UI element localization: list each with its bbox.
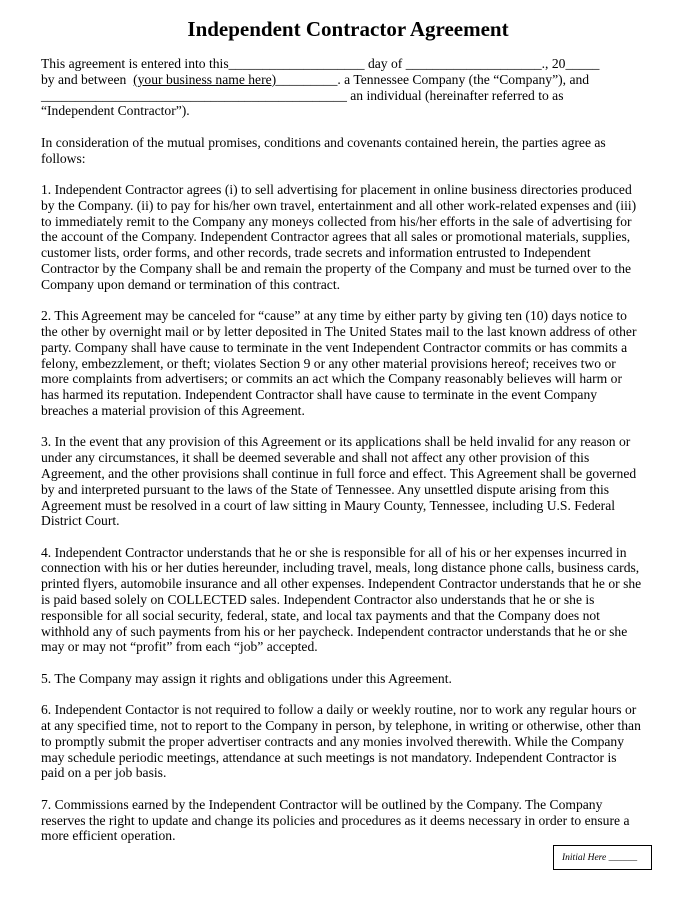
intro-text: by and between <box>41 71 134 87</box>
initial-here-label: Initial Here ______ <box>562 852 638 863</box>
intro-line-2 <box>41 72 642 88</box>
intro-line-3 <box>41 88 642 104</box>
business-name-field: (your business name here) <box>133 71 277 87</box>
intro-text: day of <box>364 56 406 71</box>
consideration-paragraph: In consideration of the mutual promises, conditions and covenants contained herein, the parties agree as follows: <box>41 134 606 166</box>
document-title: Independent Contractor Agreement <box>187 17 509 41</box>
month-blank: ____________________ <box>405 56 542 71</box>
clause-2: 2. This Agreement may be canceled for “cause” at any time by either party by giving ten (10) days notice to the other by overnight mail or by letter deposited in The United States mail to the last known address of other party. Company shall have cause to terminate in the vent Independent Contractor commits or has commits a felony, embezzlement, or theft; violates Section 9 or any other material provisions hereof; receives two or more complaints from advertisers; or commits an act which the Company reasonably believes will harm or has harmed its reputation. Independent Contractor shall have cause to terminate in the event Company breaches a material provision of this Agreement. <box>41 308 637 418</box>
intro-line-1 <box>41 56 642 72</box>
day-blank: ____________________ <box>228 56 365 71</box>
clause-7: 7. Commissions earned by the Independent Contractor will be outlined by the Company. The Company reserves the right to update and change its policies and procedures as it deems necessary in order to ensure a more efficient operation. <box>41 796 630 844</box>
clause-1: 1. Independent Contractor agrees (i) to sell advertising for placement in online business directories produced by the Company. (ii) to pay for his/her own travel, entertainment and all other work-related expenses and (iii) to immediately remit to the Company any moneys collected from his/her efforts in the sale of advertising for the account of the Company. Independent Contractor agrees that all sales or promotional materials, supplies, customer lists, order forms, and other records, trade secrets and information entrusted to Independent Contractor by the Company shall be and remain the property of the Company and must be turned over to the Company upon demand or termination of this contract. <box>41 181 637 292</box>
intro-text: ., 20 <box>541 56 566 71</box>
clause-4: 4. Independent Contractor understands that he or she is responsible for all of his or her expenses incurred in connection with his or her duties hereunder, including travel, meals, long distance phone calls, business cards, printed flyers, automobile insurance and all other expenses. Independent Contractor understands that he or she is paid based solely on COLLECTED sales. Independent Contractor also understands that he or she is responsible for all social security, federal, state, and local tax payments and that the Company does not withhold any of such payments from his or her paycheck. Independent contractor understands that he or she may or may not “profit” from each “job” accepted. <box>41 544 642 655</box>
intro-text: This agreement is entered into this <box>41 56 229 71</box>
contractor-name-blank: _____________________________________________ <box>41 87 347 103</box>
intro-block <box>41 56 642 119</box>
clause-5: 5. The Company may assign it rights and obligations under this Agreement. <box>41 670 452 686</box>
year-blank: _____ <box>565 56 600 71</box>
business-name-blank: _________ <box>276 71 338 87</box>
document-body <box>41 56 642 860</box>
intro-text: an individual (hereinafter referred to as <box>346 87 564 103</box>
intro-text: . a Tennessee Company (the “Company”), and <box>337 71 590 87</box>
clause-3: 3. In the event that any provision of this Agreement or its applications shall be held invalid for any reason or under any circumstances, it shall be deemed severable and shall not affect any other provision of this Agreement, and the other provisions shall continue in full force and effect. This Agreement shall be governed by and interpreted pursuant to the laws of the State of Tennessee. Any unsettled dispute arising from this Agreement must be resolved in a court of law sitting in Maury County, Tennessee, including U.S. Federal District Court. <box>41 434 637 529</box>
clause-6: 6. Independent Contactor is not required to follow a daily or weekly routine, nor to work any regular hours or at any specified time, not to report to the Company in person, by telephone, in writing or otherwise, other than to promptly submit the proper advertiser contracts and any monies involved therewith. While the Company may schedule periodic meetings, attendance at such meetings is not mandatory. Independent Contractor is paid on a per job basis. <box>41 702 641 781</box>
initial-here-box[interactable] <box>553 845 652 870</box>
intro-line-4: “Independent Contractor”). <box>41 103 190 119</box>
